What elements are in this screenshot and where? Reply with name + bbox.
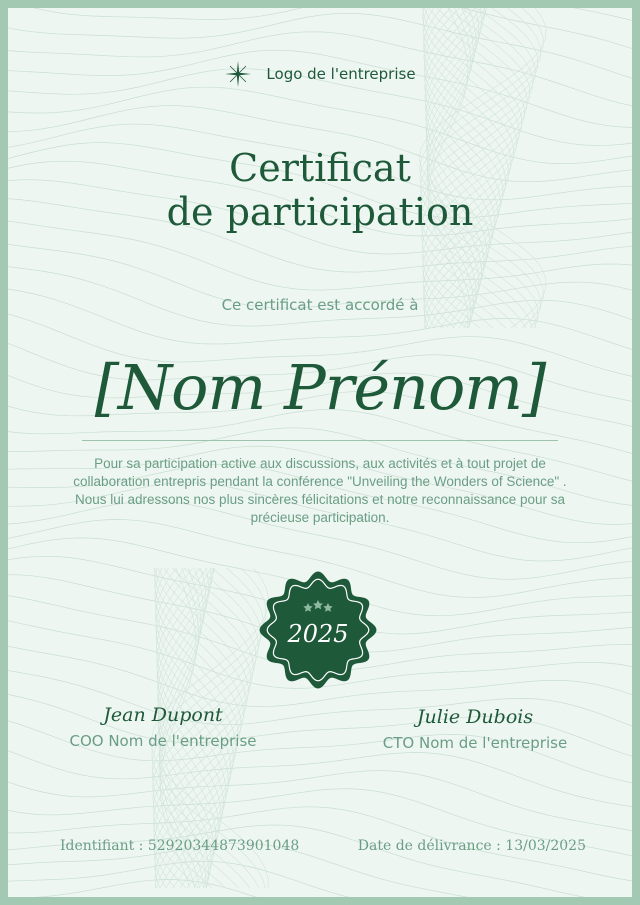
awarded-to-label: Ce certificat est accordé à (221, 296, 419, 314)
seal-year: 2025 (287, 620, 349, 648)
divider (82, 440, 558, 441)
logo-text: Logo de l'entreprise (266, 65, 416, 83)
signatory-role: COO Nom de l'entreprise (69, 732, 257, 750)
signatory-right (370, 706, 580, 752)
star-icon (224, 60, 252, 88)
signatory-name: Julie Dubois (416, 706, 534, 728)
certificate (8, 8, 632, 897)
issue-date: Date de délivrance : 13/03/2025 (357, 838, 586, 854)
signatory-role: CTO Nom de l'entreprise (382, 734, 568, 752)
guilloche-background (8, 8, 632, 897)
title-line-1: Certificat (229, 146, 411, 190)
signatory-name: Jean Dupont (103, 704, 223, 726)
certificate-identifier: Identifiant : 52920344873901048 (60, 838, 300, 854)
company-logo (8, 60, 632, 88)
title-line-2: de participation (166, 190, 474, 234)
recipient-name: [Nom Prénom] (94, 351, 546, 424)
certificate-description: Pour sa participation active aux discussions, aux activités et à tout projet de collaboration entrepris pendant la conférence "Unveiling the Wonders of Science" . Nous lui adressons nos plus sincères félicitations et notre reconnaissance pour sa précieuse participation. (73, 456, 567, 525)
certificate-title (8, 146, 632, 234)
signatory-left (58, 704, 268, 750)
